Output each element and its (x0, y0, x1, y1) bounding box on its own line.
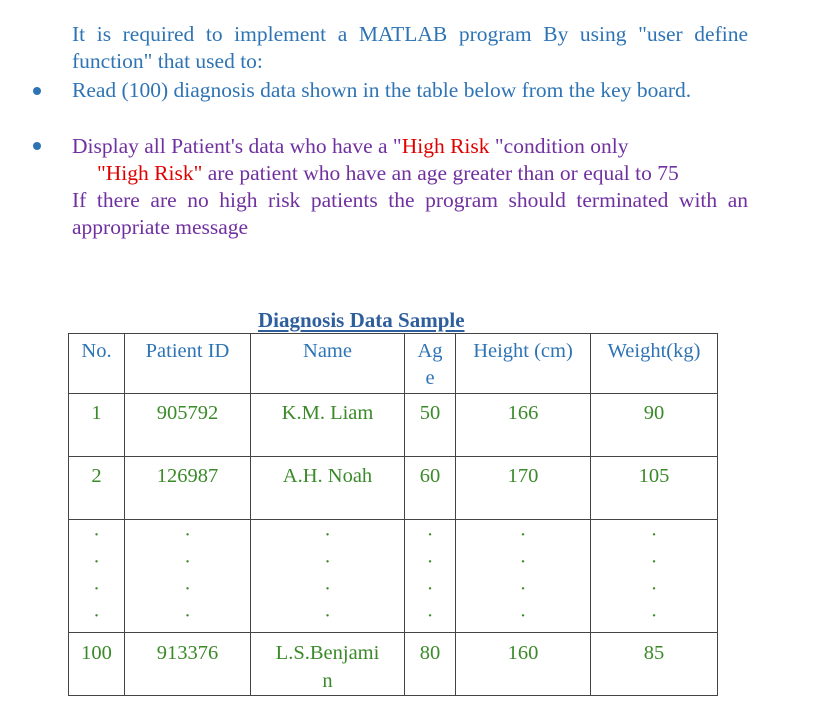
cell-patient-id: 905792 (125, 394, 251, 457)
cell-weight: 105 (591, 457, 718, 520)
ellipsis-dot: · (184, 578, 191, 600)
table-caption: Diagnosis Data Sample (258, 308, 465, 332)
cell-height: 160 (456, 633, 591, 696)
bullet-display-pre: Display all Patient's data who have a " (72, 134, 402, 158)
ellipsis-dot: · (519, 605, 527, 627)
cell-name: K.M. Liam (251, 394, 405, 457)
header-name: Name (251, 334, 405, 394)
ellipsis-dot: · (426, 578, 434, 600)
ellipsis-cell (591, 520, 718, 633)
ellipsis-dot: · (324, 551, 331, 573)
ellipsis-row (69, 520, 718, 633)
high-risk-definition (97, 160, 748, 187)
cell-name-line1: L.S.Benjami (275, 642, 380, 664)
bullet-read-data: Read (100) diagnosis data shown in the table below from the key board. (72, 78, 692, 102)
ellipsis-cell (405, 520, 456, 633)
table-row (69, 394, 718, 457)
header-no: No. (69, 334, 125, 394)
cell-no: 100 (69, 633, 125, 696)
bullet-dot-icon (33, 142, 41, 150)
header-weight: Weight(kg) (591, 334, 718, 394)
ellipsis-cell (69, 520, 125, 633)
terminate-note: If there are no high risk patients the program should terminated with an appropriate message (72, 188, 748, 239)
ellipsis-dot: · (426, 524, 434, 546)
ellipsis-dot: · (184, 551, 191, 573)
header-height: Height (cm) (456, 334, 591, 394)
diagnosis-table (68, 333, 718, 696)
ellipsis-dot: · (650, 551, 658, 573)
cell-age: 60 (405, 457, 456, 520)
ellipsis-cell (125, 520, 251, 633)
ellipsis-dot: · (650, 578, 658, 600)
cell-no: 2 (69, 457, 125, 520)
table-row (69, 457, 718, 520)
ellipsis-dot: · (324, 605, 331, 627)
ellipsis-dot: · (184, 524, 191, 546)
intro-paragraph: It is required to implement a MATLAB program By using "user define function" that used to: (72, 22, 748, 73)
cell-age: 80 (405, 633, 456, 696)
ellipsis-dot: · (93, 578, 100, 600)
cell-name-line2: n (322, 670, 333, 692)
cell-patient-id: 126987 (125, 457, 251, 520)
bullet-display-post: "condition only (489, 134, 629, 158)
definition-rest: are patient who have an age greater than or equal to 75 (202, 161, 679, 185)
cell-no: 1 (69, 394, 125, 457)
cell-patient-id: 913376 (125, 633, 251, 696)
ellipsis-cell (456, 520, 591, 633)
cell-age: 50 (405, 394, 456, 457)
ellipsis-dot: · (426, 605, 434, 627)
ellipsis-dot: · (324, 578, 331, 600)
definition-highlight: "High Risk" (97, 161, 203, 185)
ellipsis-dot: · (650, 524, 658, 546)
bullet-dot-icon (33, 87, 41, 95)
ellipsis-dot: · (93, 524, 100, 546)
cell-weight: 85 (591, 633, 718, 696)
ellipsis-dot: · (426, 551, 434, 573)
ellipsis-cell (251, 520, 405, 633)
high-risk-highlight: High Risk (401, 134, 490, 158)
table-row (69, 633, 718, 696)
ellipsis-dot: · (519, 551, 527, 573)
ellipsis-dot: · (93, 605, 100, 627)
cell-height: 170 (456, 457, 591, 520)
ellipsis-dot: · (324, 524, 331, 546)
header-patient-id: Patient ID (125, 334, 251, 394)
ellipsis-dot: · (184, 605, 191, 627)
bullet-display-high-risk (72, 133, 748, 160)
ellipsis-dot: · (650, 605, 658, 627)
table-header-row (69, 334, 718, 394)
cell-weight: 90 (591, 394, 718, 457)
cell-height: 166 (456, 394, 591, 457)
ellipsis-dot: · (519, 578, 527, 600)
cell-name (251, 633, 405, 696)
cell-name: A.H. Noah (251, 457, 405, 520)
ellipsis-dot: · (519, 524, 527, 546)
header-age (405, 334, 456, 394)
header-age-line1: Ag (417, 340, 443, 362)
header-age-line2: e (425, 367, 435, 389)
ellipsis-dot: · (93, 551, 100, 573)
